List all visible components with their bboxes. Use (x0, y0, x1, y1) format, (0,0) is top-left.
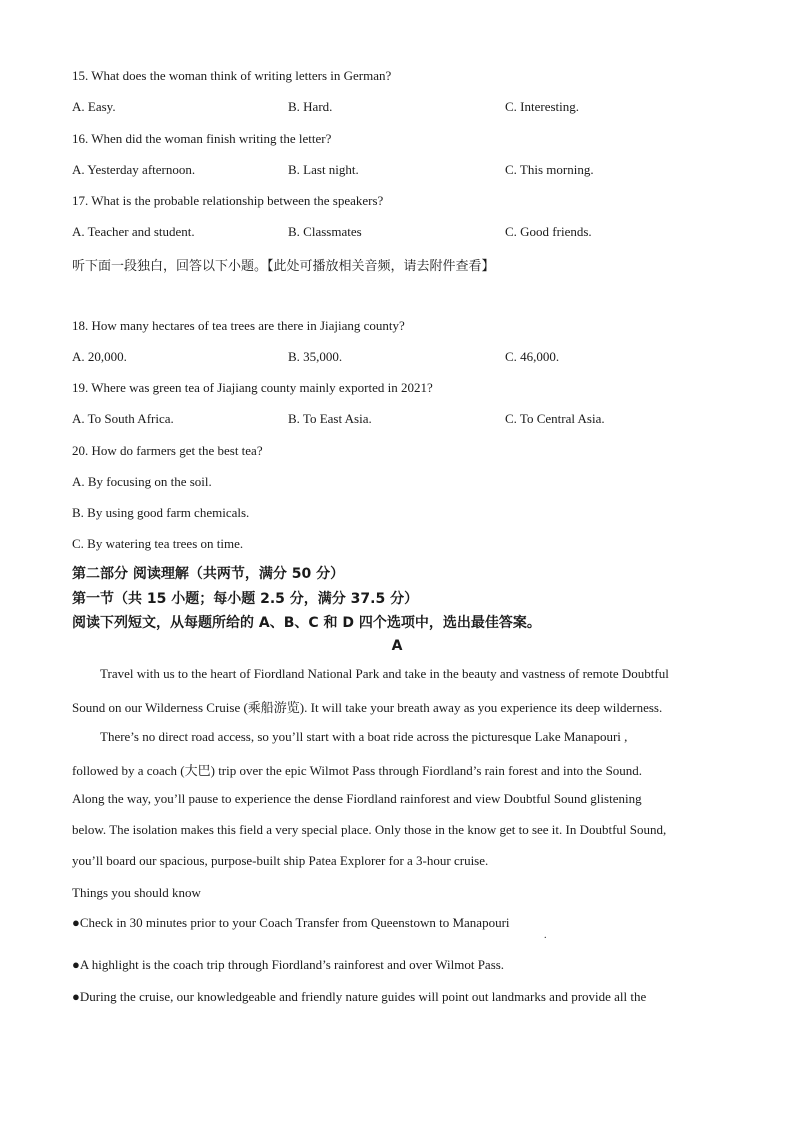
passage-line: Sound on our Wilderness Cruise (乘船游览). It will take your breath away as you experience its deep wilderness. (72, 700, 663, 715)
passage-label: A (391, 638, 403, 654)
passage-line: below. The isolation makes this field a very special place. Only those in the know get to see it. In Doubtful Sound, (72, 822, 667, 837)
section-one-title: 第一节（共 15 小题；每小题 2.5 分，满分 37.5 分） (72, 591, 419, 607)
q17-option-b: B. Classmates (288, 224, 362, 239)
q15-option-c: C. Interesting. (505, 99, 580, 114)
monologue-instruction: 听下面一段独白，回答以下小题。【此处可播放相关音频，请去附件查看】 (72, 259, 495, 274)
passage-line: Travel with us to the heart of Fiordland National Park and take in the beauty and vastness of remote Doubtful (100, 666, 669, 681)
q16-option-b: B. Last night. (288, 162, 359, 177)
q15-option-b: B. Hard. (288, 99, 333, 114)
q20-option-c: C. By watering tea trees on time. (72, 536, 244, 551)
passage-line: you’ll board our spacious, purpose-built ship Patea Explorer for a 3-hour cruise. (72, 853, 489, 868)
q16-option-c: C. This morning. (505, 162, 594, 177)
question-15: 15. What does the woman think of writing letters in German? (72, 68, 392, 83)
question-20: 20. How do farmers get the best tea? (72, 443, 263, 458)
q18-option-a: A. 20,000. (72, 349, 127, 364)
stray-mark: . (544, 930, 547, 941)
reading-instruction: 阅读下列短文，从每题所给的 A、B、C 和 D 四个选项中，选出最佳答案。 (72, 615, 541, 631)
part-two-title: 第二部分 阅读理解（共两节，满分 50 分） (72, 566, 345, 582)
question-17: 17. What is the probable relationship between the speakers? (72, 193, 384, 208)
passage-line: followed by a coach (大巴) trip over the epic Wilmot Pass through Fiordland’s rain forest and into the Sound. (72, 763, 643, 778)
q18-option-b: B. 35,000. (288, 349, 343, 364)
bullet-item: ●Check in 30 minutes prior to your Coach Transfer from Queenstown to Manapouri (72, 915, 510, 930)
q17-option-c: C. Good friends. (505, 224, 592, 239)
q18-option-c: C. 46,000. (505, 349, 560, 364)
bullet-item: ●A highlight is the coach trip through Fiordland’s rainforest and over Wilmot Pass. (72, 957, 505, 972)
q15-option-a: A. Easy. (72, 99, 116, 114)
q19-option-a: A. To South Africa. (72, 411, 174, 426)
passage-line: There’s no direct road access, so you’ll start with a boat ride across the picturesque Lake Manapouri , (100, 729, 628, 744)
question-16: 16. When did the woman finish writing the letter? (72, 131, 332, 146)
question-18: 18. How many hectares of tea trees are there in Jiajiang county? (72, 318, 405, 333)
passage-line: Along the way, you’ll pause to experience the dense Fiordland rainforest and view Doubtful Sound glistening (72, 791, 642, 806)
q17-option-a: A. Teacher and student. (72, 224, 195, 239)
q19-option-b: B. To East Asia. (288, 411, 372, 426)
bullet-item: ●During the cruise, our knowledgeable and friendly nature guides will point out landmarks and provide all the (72, 989, 647, 1004)
things-heading: Things you should know (72, 885, 201, 900)
q16-option-a: A. Yesterday afternoon. (72, 162, 196, 177)
q19-option-c: C. To Central Asia. (505, 411, 605, 426)
q20-option-a: A. By focusing on the soil. (72, 474, 212, 489)
q20-option-b: B. By using good farm chemicals. (72, 505, 250, 520)
question-19: 19. Where was green tea of Jiajiang county mainly exported in 2021? (72, 380, 433, 395)
